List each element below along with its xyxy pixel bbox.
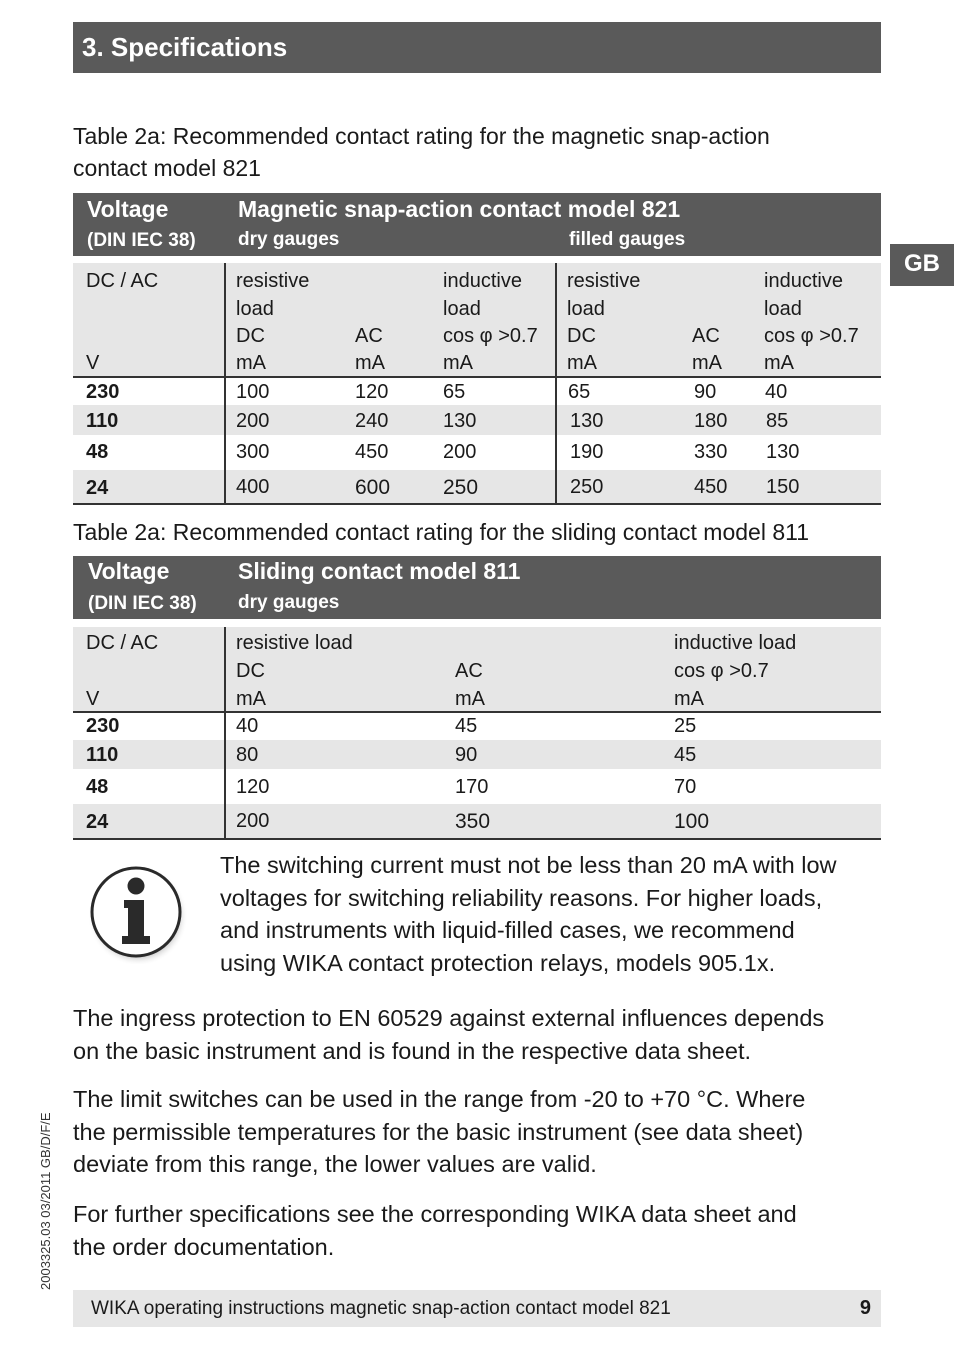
paragraph-line: The ingress protection to EN 60529 against external influences depends bbox=[73, 1005, 825, 1031]
paragraph-line: deviate from this range, the lower values are valid. bbox=[73, 1151, 597, 1177]
table1-cell: 400 bbox=[236, 476, 270, 498]
table2-cell: 100 bbox=[674, 810, 710, 833]
table2-cell: 90 bbox=[455, 744, 478, 766]
table1-cell: 65 bbox=[568, 381, 591, 403]
table1-cell: 200 bbox=[443, 441, 477, 463]
paragraph-line: the order documentation. bbox=[73, 1233, 335, 1260]
table1-cell: 190 bbox=[570, 441, 604, 463]
table2-cos: cos φ >0.7 bbox=[674, 660, 769, 682]
table1-dry-resistive-load: load bbox=[236, 298, 274, 320]
paragraph-line: The limit switches can be used in the range from -20 to +70 °C. Where bbox=[73, 1086, 806, 1112]
table1-filled-gauges: filled gauges bbox=[569, 229, 686, 250]
table2-voltage-cell: 230 bbox=[86, 715, 120, 737]
table2-cell: 350 bbox=[455, 810, 491, 833]
table2-cell: 200 bbox=[236, 810, 270, 832]
table1-filled-dc-unit: mA bbox=[567, 352, 597, 374]
table1-filled-cos: cos φ >0.7 bbox=[764, 325, 859, 347]
table1-col-divider bbox=[555, 263, 557, 503]
table2-cell: 45 bbox=[674, 744, 697, 766]
table1-cell: 85 bbox=[766, 410, 789, 432]
note-line: using WIKA contact protection relays, models 905.1x. bbox=[220, 949, 776, 976]
note-line: and instruments with liquid-filled cases, we recommend bbox=[220, 917, 795, 943]
paragraph-ingress bbox=[73, 1002, 885, 1067]
note-line: voltages for switching reliability reasons. For higher loads, bbox=[220, 884, 823, 911]
table1-dry-ac: AC bbox=[355, 325, 383, 347]
section-title: 3. Specifications bbox=[73, 22, 881, 73]
table1-v-unit: V bbox=[86, 352, 100, 374]
table1-header-rule bbox=[73, 376, 881, 378]
paragraph-line: the permissible temperatures for the basic instrument (see data sheet) bbox=[73, 1118, 804, 1145]
table2-din-label: (DIN IEC 38) bbox=[88, 593, 197, 614]
table2-cell: 25 bbox=[674, 715, 697, 737]
table2-cell: 40 bbox=[236, 715, 259, 737]
table1-cell: 130 bbox=[570, 410, 604, 432]
table1-dry-cos-unit: mA bbox=[443, 352, 473, 374]
note-text bbox=[220, 849, 885, 979]
table1-voltage-cell: 48 bbox=[86, 441, 109, 463]
page-footer bbox=[73, 1290, 881, 1327]
table2-cell: 70 bbox=[674, 776, 697, 798]
note-line: The switching current must not be less than 20 mA with low bbox=[220, 852, 837, 878]
table1-caption-line2: contact model 821 bbox=[73, 155, 261, 181]
table2-cell: 170 bbox=[455, 776, 489, 798]
table1-dry-cos: cos φ >0.7 bbox=[443, 325, 538, 347]
table1-dry-dc-unit: mA bbox=[236, 352, 266, 374]
table2-col-divider bbox=[224, 627, 226, 838]
table1-filled-resistive-load: load bbox=[567, 298, 605, 320]
table1-cell: 250 bbox=[570, 476, 604, 498]
table1-dry-resistive: resistive bbox=[236, 270, 310, 292]
table1-filled-resistive: resistive bbox=[567, 270, 641, 292]
table1-voltage-cell: 24 bbox=[86, 477, 109, 499]
table2-voltage-label: Voltage bbox=[88, 558, 170, 584]
table1-dry-dc: DC bbox=[236, 325, 265, 347]
table2-cos-unit: mA bbox=[674, 688, 704, 710]
table1-cell: 180 bbox=[694, 410, 728, 432]
table1-cell: 65 bbox=[443, 381, 466, 403]
table1-cell: 200 bbox=[236, 410, 270, 432]
table1-cell: 250 bbox=[443, 476, 479, 499]
paragraph-temperature bbox=[73, 1083, 885, 1181]
table2-voltage-cell: 24 bbox=[86, 811, 109, 833]
table1-caption bbox=[73, 120, 770, 184]
table1-bottom-rule bbox=[73, 503, 881, 505]
table1-cell: 300 bbox=[236, 441, 270, 463]
table1-voltage-cell: 110 bbox=[86, 410, 119, 432]
table1-filled-inductive-load: load bbox=[764, 298, 802, 320]
table1-col-divider bbox=[224, 263, 226, 503]
table2-bottom-rule bbox=[73, 838, 881, 840]
table1-dry-inductive: inductive bbox=[443, 270, 522, 292]
language-tab-gb[interactable]: GB bbox=[890, 244, 954, 286]
table1-cell: 130 bbox=[766, 441, 800, 463]
table2-voltage-cell: 110 bbox=[86, 744, 119, 766]
table1-filled-dc: DC bbox=[567, 325, 596, 347]
paragraph-further bbox=[73, 1198, 885, 1263]
paragraph-line: For further specifications see the corresponding WIKA data sheet and bbox=[73, 1201, 797, 1227]
table1-cell: 240 bbox=[355, 410, 389, 432]
table2-cell: 45 bbox=[455, 715, 478, 737]
table2-header bbox=[73, 556, 881, 619]
table1-filled-ac: AC bbox=[692, 325, 720, 347]
page-number: 9 bbox=[859, 1297, 871, 1319]
footer-text: WIKA operating instructions magnetic snap-action contact model 821 bbox=[91, 1298, 671, 1319]
table1-cell: 150 bbox=[766, 476, 800, 498]
table2-title: Sliding contact model 811 bbox=[238, 558, 521, 584]
table2-ac: AC bbox=[455, 660, 483, 682]
table1-filled-ac-unit: mA bbox=[692, 352, 722, 374]
table1-cell: 130 bbox=[443, 410, 477, 432]
table1-cell: 450 bbox=[694, 476, 728, 498]
table1-cell: 450 bbox=[355, 441, 389, 463]
table2-dc: DC bbox=[236, 660, 265, 682]
table1-cell: 330 bbox=[694, 441, 728, 463]
table1-title: Magnetic snap-action contact model 821 bbox=[238, 196, 681, 222]
table1-dry-inductive-load: load bbox=[443, 298, 481, 320]
table1-cell: 100 bbox=[236, 381, 270, 403]
info-icon bbox=[88, 864, 188, 964]
table2-ac-unit: mA bbox=[455, 688, 485, 710]
table1-filled-inductive: inductive bbox=[764, 270, 843, 292]
table1-din-label: (DIN IEC 38) bbox=[87, 230, 196, 251]
table1-dcac-label: DC / AC bbox=[86, 270, 159, 292]
table2-cell: 120 bbox=[236, 776, 270, 798]
table2-dc-unit: mA bbox=[236, 688, 266, 710]
table2-caption: Table 2a: Recommended contact rating for the sliding contact model 811 bbox=[73, 519, 809, 545]
table1-header bbox=[73, 193, 881, 256]
document-code: 2003325.03 03/2011 GB/D/F/E bbox=[38, 1112, 53, 1290]
table1-dry-gauges: dry gauges bbox=[238, 229, 340, 250]
table2-inductive-load: inductive load bbox=[674, 632, 797, 654]
table2-resistive-load: resistive load bbox=[236, 632, 353, 654]
table2-voltage-cell: 48 bbox=[86, 776, 109, 798]
table2-v-unit: V bbox=[86, 688, 100, 710]
table2-cell: 80 bbox=[236, 744, 259, 766]
table1-row-shade bbox=[73, 405, 881, 435]
table1-filled-cos-unit: mA bbox=[764, 352, 794, 374]
paragraph-line: on the basic instrument and is found in the respective data sheet. bbox=[73, 1037, 752, 1064]
table1-cell: 90 bbox=[694, 381, 717, 403]
table1-cell: 120 bbox=[355, 381, 389, 403]
table1-voltage-label: Voltage bbox=[87, 196, 169, 222]
table1-voltage-cell: 230 bbox=[86, 381, 120, 403]
table2-dry-gauges: dry gauges bbox=[238, 592, 340, 613]
table1-cell: 40 bbox=[765, 381, 788, 403]
table1-caption-line1: Table 2a: Recommended contact rating for the magnetic snap-action bbox=[73, 123, 770, 149]
table2-dcac-label: DC / AC bbox=[86, 632, 159, 654]
table1-cell: 600 bbox=[355, 476, 391, 499]
table1-dry-ac-unit: mA bbox=[355, 352, 385, 374]
